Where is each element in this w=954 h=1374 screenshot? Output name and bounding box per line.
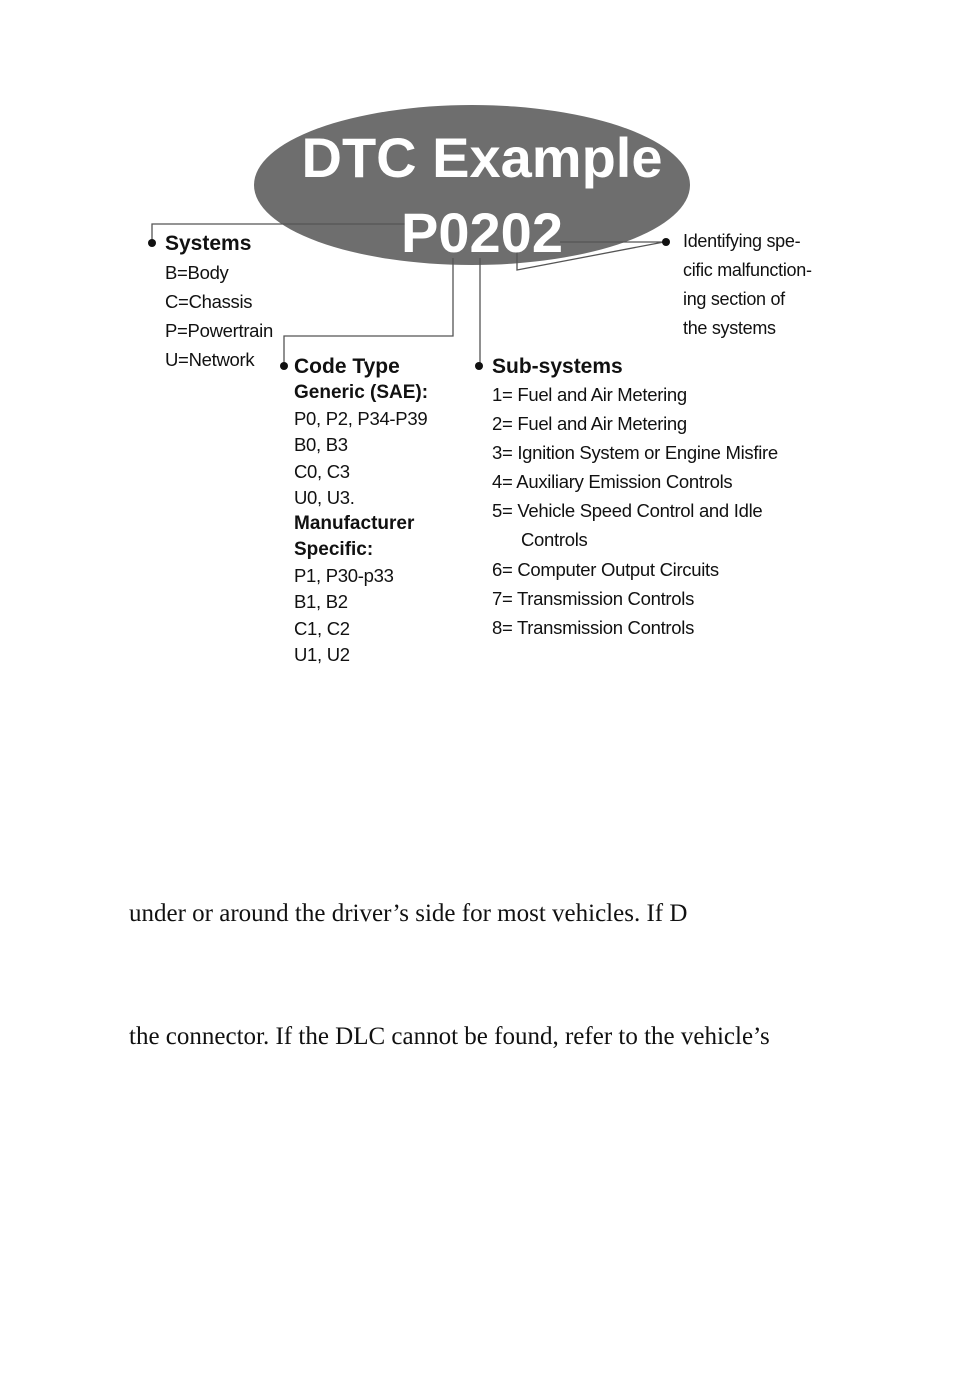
body-text-line-1: under or around the driver’s side for most vehicles. If D [129, 900, 688, 927]
manufacturer-heading: Manufacturer [294, 513, 415, 535]
dtc-code: P0202 [401, 201, 563, 264]
generic-code: C0, C3 [294, 460, 350, 482]
identifying-line: ing section of [683, 289, 785, 309]
code-type-heading: Code Type [294, 355, 400, 378]
manufacturer-code: P1, P30-p33 [294, 565, 394, 587]
generic-code: B0, B3 [294, 434, 348, 456]
identifying-line: Identifying spe- [683, 231, 801, 251]
sub-system-item: 3= Ignition System or Engine Misfire [492, 442, 778, 464]
systems-item: U=Network [165, 349, 255, 370]
code-type-connector [284, 258, 453, 366]
identifying-line: the systems [683, 318, 776, 338]
sub-system-item: 8= Transmission Controls [492, 616, 695, 638]
identifying-block [683, 227, 812, 343]
sub-system-item: 4= Auxiliary Emission Controls [492, 471, 733, 493]
sub-system-item: 2= Fuel and Air Metering [492, 413, 687, 435]
sub-system-item: 6= Computer Output Circuits [492, 558, 719, 580]
sub-systems-heading: Sub-systems [492, 355, 623, 378]
generic-code: U0, U3. [294, 486, 355, 508]
generic-heading: Generic (SAE): [294, 382, 429, 403]
diagram-title: DTC Example [301, 126, 663, 189]
sub-system-item: 5= Vehicle Speed Control and Idle [492, 500, 763, 522]
manufacturer-code: B1, B2 [294, 591, 348, 613]
sub-systems-block [492, 354, 778, 642]
systems-item: B=Body [165, 262, 229, 283]
sub-system-item: 7= Transmission Controls [492, 587, 695, 609]
systems-block [165, 231, 273, 374]
identifying-bullet [662, 238, 670, 246]
sub-system-item: 1= Fuel and Air Metering [492, 384, 687, 405]
systems-item: P=Powertrain [165, 320, 273, 341]
sub-system-item-continuation: Controls [521, 529, 588, 551]
systems-item: C=Chassis [165, 291, 253, 312]
code-type-bullet [280, 362, 288, 370]
generic-code: P0, P2, P34-P39 [294, 408, 428, 429]
manufacturer-code: U1, U2 [294, 644, 350, 666]
identifying-line: cific malfunction- [683, 260, 812, 280]
sub-systems-bullet [475, 362, 483, 370]
systems-heading: Systems [165, 232, 252, 255]
body-text-line-2: the connector. If the DLC cannot be found, refer to the vehicle’s [129, 1023, 770, 1050]
systems-bullet [148, 239, 156, 247]
manufacturer-code: C1, C2 [294, 617, 350, 639]
manufacturer-heading: Specific: [294, 539, 374, 561]
code-type-block [294, 354, 428, 668]
